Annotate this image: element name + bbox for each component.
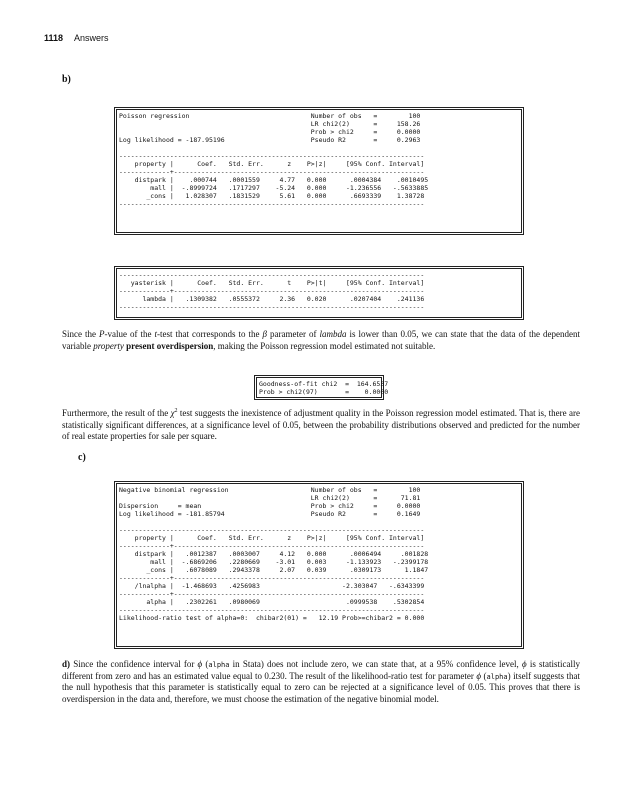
- negative-binomial-output-box: [114, 481, 524, 649]
- output-line: _cons | 1.028307 .1831529 5.61 0.000 .6693339 1.38728: [119, 192, 425, 200]
- output-line: Negative binomial regression Number of obs = 100: [119, 486, 421, 494]
- poisson-output-text: [119, 112, 428, 208]
- running-title: Answers: [74, 33, 109, 43]
- output-line: Poisson regression Number of obs = 100: [119, 112, 421, 120]
- negative-binomial-output-text: [119, 486, 428, 622]
- paragraph-part-d: d) Since the confidence interval for ϕ (alpha in Stata) does not include zero, we can state that, at a 95% confidence level, ϕ is statistically different from zero and has an estimated value equal to 0.230. The result of the likelihood-ratio test for parameter ϕ (alpha) itself suggests that the null hypothesis that this parameter is statistically equal to zero can be rejected at a significance level of 0.05. This proves that there is overdispersion in the data and, therefore, we must choose the estimation of the negative binomial model.: [62, 659, 581, 705]
- output-line: yasterisk | Coef. Std. Err. t P>|t| [95% Conf. Interval]: [119, 279, 425, 287]
- output-line: -------------+----------------------------------------------------------------: [119, 287, 425, 295]
- output-line: ------------------------------------------------------------------------------: [119, 200, 425, 208]
- output-line: Goodness-of-fit chi2 = 164.6537: [259, 380, 389, 388]
- output-line: property | Coef. Std. Err. z P>|z| [95% Conf. Interval]: [119, 534, 425, 542]
- output-line: -------------+----------------------------------------------------------------: [119, 590, 425, 598]
- output-line: alpha | .2302261 .0980069 .0999538 .5302854: [119, 598, 425, 606]
- output-line: mall | -.8999724 .1717297 -5.24 0.000 -1.236556 -.5633885: [119, 184, 429, 192]
- output-line: Prob > chi2 = 0.0000: [119, 128, 421, 136]
- output-line: Likelihood-ratio test of alpha=0: chibar2(01) = 12.19 Prob>=chibar2 = 0.000: [119, 614, 425, 622]
- output-line: Prob > chi2(97) = 0.0000: [259, 388, 389, 396]
- output-line: ------------------------------------------------------------------------------: [119, 526, 425, 534]
- output-line: ------------------------------------------------------------------------------: [119, 303, 425, 311]
- page-number: 1118: [44, 33, 64, 43]
- output-line: [119, 518, 428, 526]
- output-line: lambda | .1309382 .0555372 2.36 0.020 .0207404 .241136: [119, 295, 425, 303]
- output-line: Log likelihood = -187.95196 Pseudo R2 = 0.2963: [119, 136, 421, 144]
- output-line: distpark | .0012387 .0003007 4.12 0.000 .0006494 .001828: [119, 550, 429, 558]
- output-line: distpark | .000744 .0001559 4.77 0.000 .0004384 .0010495: [119, 176, 429, 184]
- output-line: property | Coef. Std. Err. z P>|z| [95% Conf. Interval]: [119, 160, 425, 168]
- paragraph-overdispersion: Since the P-value of the t-test that corresponds to the β parameter of lambda is lower than 0.05, we can state that the data of the dependent variable property present overdispersion, making the Poisson regression model estimated not suitable.: [62, 329, 580, 351]
- poisson-output-box: [114, 107, 524, 235]
- yasterisk-output-box: [114, 266, 524, 320]
- output-line: ------------------------------------------------------------------------------: [119, 152, 425, 160]
- output-line: -------------+----------------------------------------------------------------: [119, 168, 425, 176]
- page-header: [44, 33, 109, 43]
- output-line: /lnalpha | -1.468693 .4256983 -2.303047 -.6343399: [119, 582, 425, 590]
- output-line: LR chi2(2) = 71.81: [119, 494, 421, 502]
- paragraph-chi2-test: Furthermore, the result of the $\chi^2$ test suggests the inexistence of adjustment quality in the Poisson regression model estimated. That is, there are statistically significant differences, at a significance level of 0.05, between the probability distributions observed and predicted for the number of real estate properties for sale per square.: [62, 408, 580, 442]
- part-c-label: c): [78, 452, 86, 463]
- output-line: -------------+----------------------------------------------------------------: [119, 542, 425, 550]
- goodness-of-fit-text: [259, 380, 388, 396]
- yasterisk-output-text: [119, 271, 424, 311]
- output-line: ------------------------------------------------------------------------------: [119, 606, 425, 614]
- goodness-of-fit-box: [254, 375, 389, 400]
- part-b-label: b): [62, 74, 71, 85]
- output-line: LR chi2(2) = 158.26: [119, 120, 421, 128]
- output-line: -------------+----------------------------------------------------------------: [119, 574, 425, 582]
- output-line: [119, 144, 428, 152]
- output-line: mall | -.6869206 .2280669 -3.01 0.003 -1.133923 -.2399178: [119, 558, 429, 566]
- output-line: _cons | .6078089 .2943378 2.07 0.039 .0309173 1.1847: [119, 566, 429, 574]
- output-line: ------------------------------------------------------------------------------: [119, 271, 425, 279]
- output-line: Dispersion = mean Prob > chi2 = 0.0000: [119, 502, 421, 510]
- output-line: Log likelihood = -181.85794 Pseudo R2 = 0.1649: [119, 510, 421, 518]
